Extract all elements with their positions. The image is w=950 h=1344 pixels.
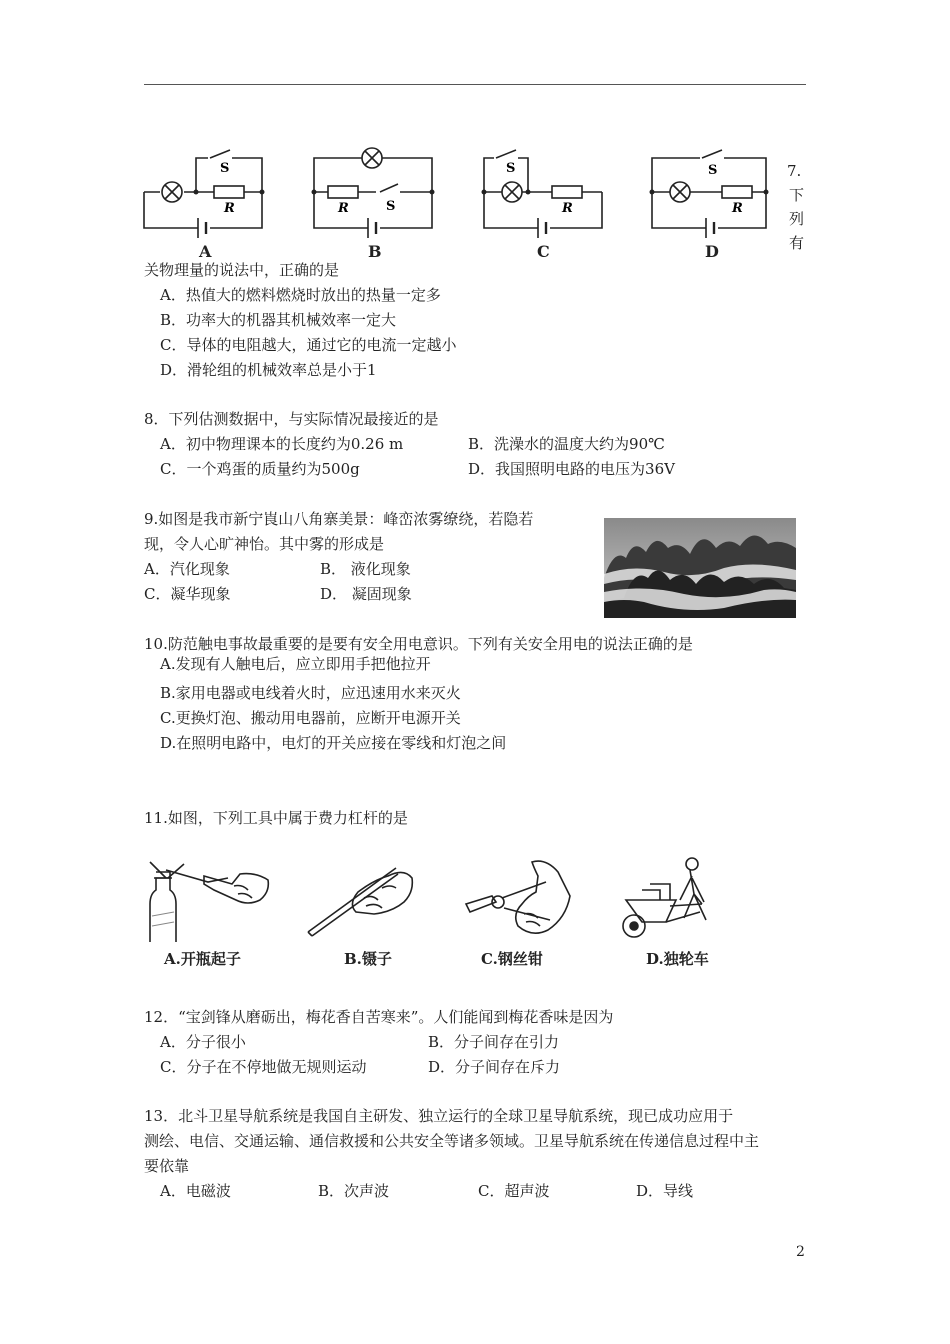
q9-option-c: C．凝华现象	[144, 585, 231, 603]
q12-option-a: A．分子很小	[160, 1033, 246, 1051]
q8-option-c: C．一个鸡蛋的质量约为500g	[160, 460, 360, 478]
q13-stem-line3: 要依靠	[144, 1157, 190, 1175]
q11-stem: 11.如图，下列工具中属于费力杠杆的是	[144, 809, 408, 827]
switch-label: S	[506, 161, 516, 176]
switch-label: S	[386, 199, 396, 214]
wheelbarrow-illustration	[620, 854, 718, 944]
q9-stem-line2: 现，令人心旷神怡。其中雾的形成是	[144, 535, 385, 553]
circuit-a-diagram	[140, 148, 270, 238]
bottle-opener-illustration	[144, 856, 272, 942]
q8-option-a: A．初中物理课本的长度约为0.26 m	[160, 435, 404, 453]
q10-option-a: A.发现有人触电后，应立即用手把他拉开	[160, 655, 431, 673]
q7-stem-char: 下	[789, 186, 805, 204]
tool-caption-a: A.开瓶起子	[164, 950, 241, 968]
q12-option-b: B．分子间存在引力	[428, 1033, 560, 1051]
mountain-fog-photo	[604, 518, 796, 618]
q13-option-c: C．超声波	[478, 1182, 550, 1200]
circuit-label-b: B	[368, 242, 382, 261]
q10-option-b: B.家用电器或电线着火时，应迅速用水来灭火	[160, 684, 461, 702]
q7-number: 7.	[787, 162, 802, 180]
q13-option-a: A．电磁波	[160, 1182, 231, 1200]
resistor-label: R	[338, 201, 349, 216]
circuit-b-diagram	[310, 144, 440, 238]
q7-option-a: A．热值大的燃料燃烧时放出的热量一定多	[160, 286, 441, 304]
q12-stem: 12．“宝剑锋从磨砺出，梅花香自苦寒来”。人们能闻到梅花香味是因为	[144, 1008, 614, 1026]
q9-option-d: D． 凝固现象	[320, 585, 412, 603]
q13-stem-line2: 测绘、电信、交通运输、通信救援和公共安全等诸多领域。卫星导航系统在传递信息过程中主	[144, 1132, 760, 1150]
q9-option-a: A．汽化现象	[144, 560, 230, 578]
circuit-label-a: A	[199, 242, 212, 261]
q8-stem: 8．下列估测数据中，与实际情况最接近的是	[144, 410, 439, 428]
q10-option-c: C.更换灯泡、搬动用电器前，应断开电源开关	[160, 709, 461, 727]
tool-caption-b: B.镊子	[344, 950, 392, 968]
q13-option-d: D．导线	[636, 1182, 694, 1200]
q12-option-d: D．分子间存在斥力	[428, 1058, 561, 1076]
q10-option-d: D.在照明电路中，电灯的开关应接在零线和灯泡之间	[160, 734, 507, 752]
resistor-label: R	[732, 201, 743, 216]
circuit-label-c: C	[537, 242, 550, 261]
q7-stem-char: 列	[789, 210, 805, 228]
tweezers-illustration	[304, 858, 416, 938]
q10-stem: 10.防范触电事故最重要的是要有安全用电意识。下列有关安全用电的说法正确的是	[144, 635, 693, 653]
q7-stem-char: 有	[789, 234, 805, 252]
circuit-label-d: D	[705, 242, 719, 261]
tool-caption-c: C.钢丝钳	[481, 950, 543, 968]
q7-option-d: D．滑轮组的机械效率总是小于1	[160, 361, 377, 379]
q8-option-d: D．我国照明电路的电压为36V	[468, 460, 675, 478]
tool-caption-d: D.独轮车	[646, 950, 709, 968]
header-rule	[144, 84, 806, 85]
resistor-label: R	[562, 201, 573, 216]
page-number: 2	[796, 1244, 805, 1260]
q7-stem: 关物理量的说法中，正确的是	[144, 261, 340, 279]
q7-option-b: B．功率大的机器其机械效率一定大	[160, 311, 397, 329]
switch-label: S	[220, 161, 230, 176]
q13-stem-line1: 13．北斗卫星导航系统是我国自主研发、独立运行的全球卫星导航系统，现已成功应用于	[144, 1107, 734, 1125]
q9-option-b: B． 液化现象	[320, 560, 411, 578]
resistor-label: R	[224, 201, 235, 216]
q7-option-c: C．导体的电阻越大，通过它的电流一定越小	[160, 336, 457, 354]
q9-stem-line1: 9.如图是我市新宁崀山八角寨美景：峰峦浓雾缭绕，若隐若	[144, 510, 534, 528]
q12-option-c: C．分子在不停地做无规则运动	[160, 1058, 367, 1076]
pliers-illustration	[462, 856, 574, 942]
q8-option-b: B．洗澡水的温度大约为90℃	[468, 435, 665, 453]
circuit-c-diagram	[480, 148, 610, 238]
switch-label: S	[708, 163, 718, 178]
q13-option-b: B．次声波	[318, 1182, 390, 1200]
circuit-d-diagram	[648, 148, 778, 238]
